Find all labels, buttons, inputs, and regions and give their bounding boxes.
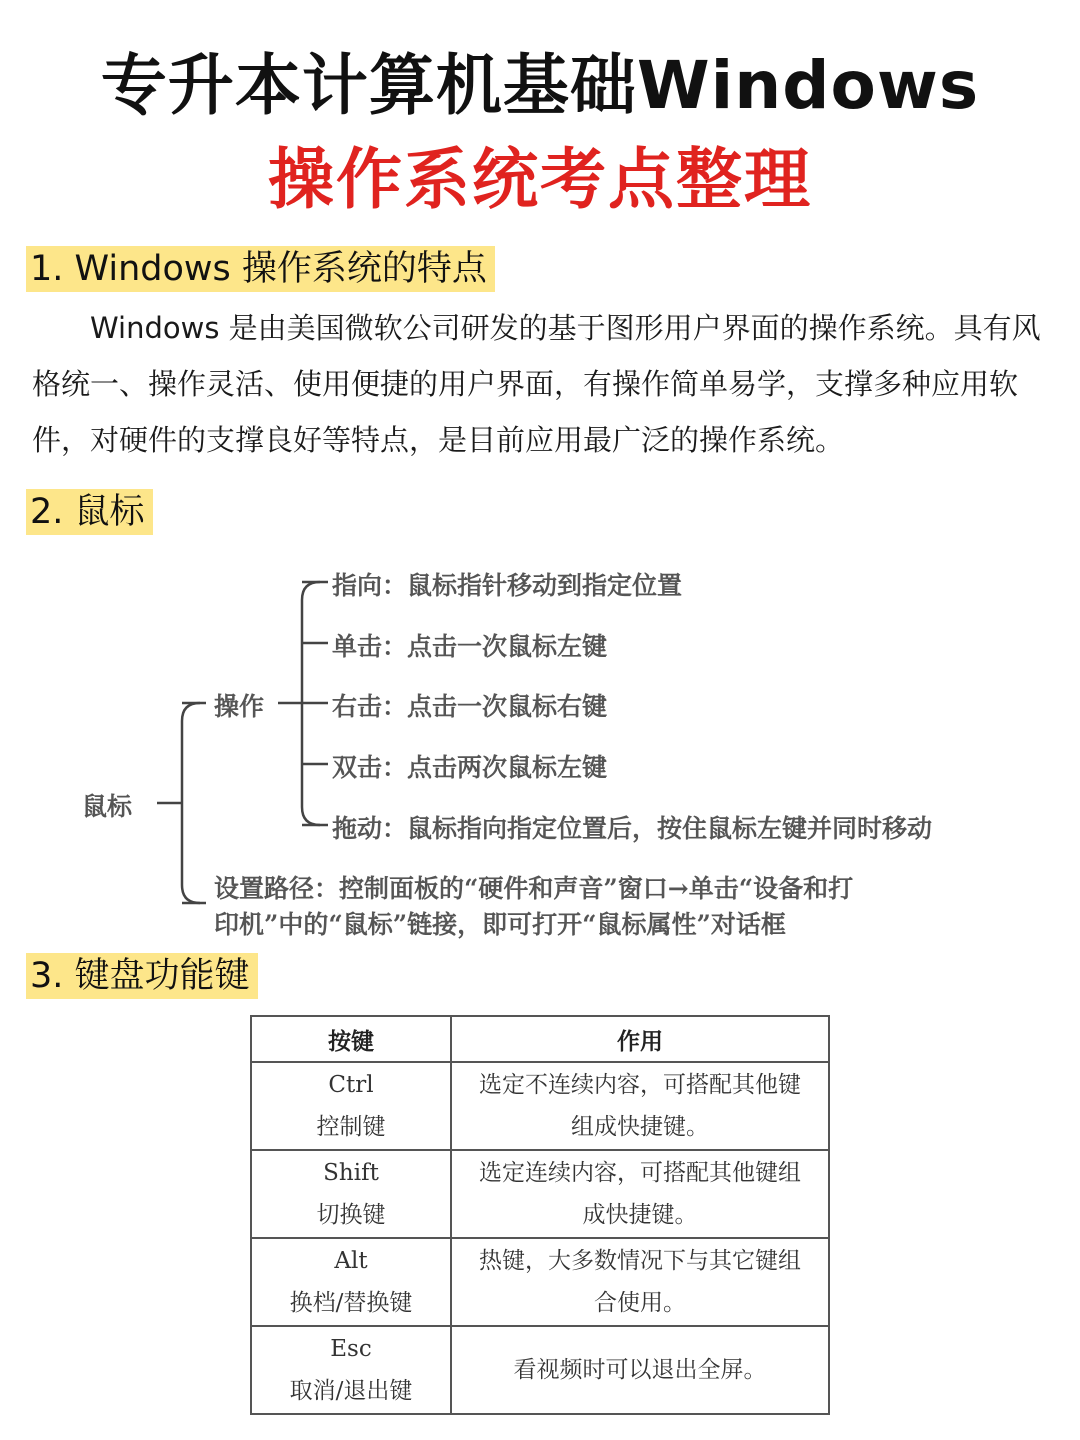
key-label: Ctrl <box>328 1072 374 1098</box>
key-label: Shift <box>323 1160 379 1186</box>
function-text-line2: 组成快捷键。 <box>571 1114 709 1140</box>
mouse-mind-map <box>0 555 1080 945</box>
section1-heading: 1. Windows 操作系统的特点 <box>26 246 495 292</box>
function-cell <box>451 1062 829 1150</box>
function-text-line1: 选定不连续内容，可搭配其他键 <box>479 1072 801 1098</box>
function-cell <box>451 1150 829 1238</box>
setting-path-line2: 印机”中的“鼠标”链接，即可打开“鼠标属性”对话框 <box>214 910 786 939</box>
key-cell <box>251 1238 451 1326</box>
function-text-line1: 热键，大多数情况下与其它键组 <box>479 1248 801 1274</box>
setting-path-line1: 设置路径：控制面板的“硬件和声音”窗口→单击“设备和打 <box>214 874 854 903</box>
table-row <box>251 1326 829 1414</box>
page-title-line1: 专升本计算机基础Windows <box>100 47 980 124</box>
page-title-line2: 操作系统考点整理 <box>268 141 812 218</box>
key-name: 取消/退出键 <box>289 1378 413 1404</box>
function-text-line1: 选定连续内容，可搭配其他键组 <box>479 1160 801 1186</box>
key-name: 换档/替换键 <box>289 1290 413 1316</box>
table-row <box>251 1062 829 1150</box>
mind-map-branch-operation: 操作 <box>214 692 265 721</box>
section2-heading: 2. 鼠标 <box>26 489 153 535</box>
operation-item: 双击：点击两次鼠标左键 <box>332 753 608 782</box>
function-text-line2: 合使用。 <box>594 1290 686 1316</box>
key-label: Esc <box>330 1336 372 1362</box>
function-cell <box>451 1326 829 1414</box>
keyboard-keys-table <box>250 1015 830 1415</box>
table-row <box>251 1150 829 1238</box>
section1-paragraph <box>32 300 1044 468</box>
table-header-row <box>251 1016 829 1062</box>
main-bracket <box>182 703 200 903</box>
key-cell <box>251 1150 451 1238</box>
operation-item: 右击：点击一次鼠标右键 <box>332 692 608 721</box>
table-header-key: 按键 <box>251 1016 451 1062</box>
operation-item: 指向：鼠标指针移动到指定位置 <box>332 571 683 600</box>
mind-map-root: 鼠标 <box>82 792 133 821</box>
operation-item: 拖动：鼠标指向指定位置后，按住鼠标左键并同时移动 <box>332 814 933 843</box>
section3-heading: 3. 键盘功能键 <box>26 953 258 999</box>
key-label: Alt <box>334 1248 368 1274</box>
key-cell <box>251 1326 451 1414</box>
key-name: 控制键 <box>316 1114 386 1140</box>
table-row <box>251 1238 829 1326</box>
section1-text: Windows 是由美国微软公司研发的基于图形用户界面的操作系统。具有风格统一、操作灵活、使用便捷的用户界面，有操作简单易学，支撑多种应用软件，对硬件的支撑良好等特点，是目前应用最广泛的操作系统。 <box>32 311 1041 457</box>
key-name: 切换键 <box>316 1202 386 1228</box>
function-text-line1: 看视频时可以退出全屏。 <box>513 1357 767 1383</box>
function-text-line2: 成快捷键。 <box>582 1202 698 1228</box>
key-cell <box>251 1062 451 1150</box>
function-cell <box>451 1238 829 1326</box>
operation-item: 单击：点击一次鼠标左键 <box>332 632 608 661</box>
table-header-function: 作用 <box>451 1016 829 1062</box>
